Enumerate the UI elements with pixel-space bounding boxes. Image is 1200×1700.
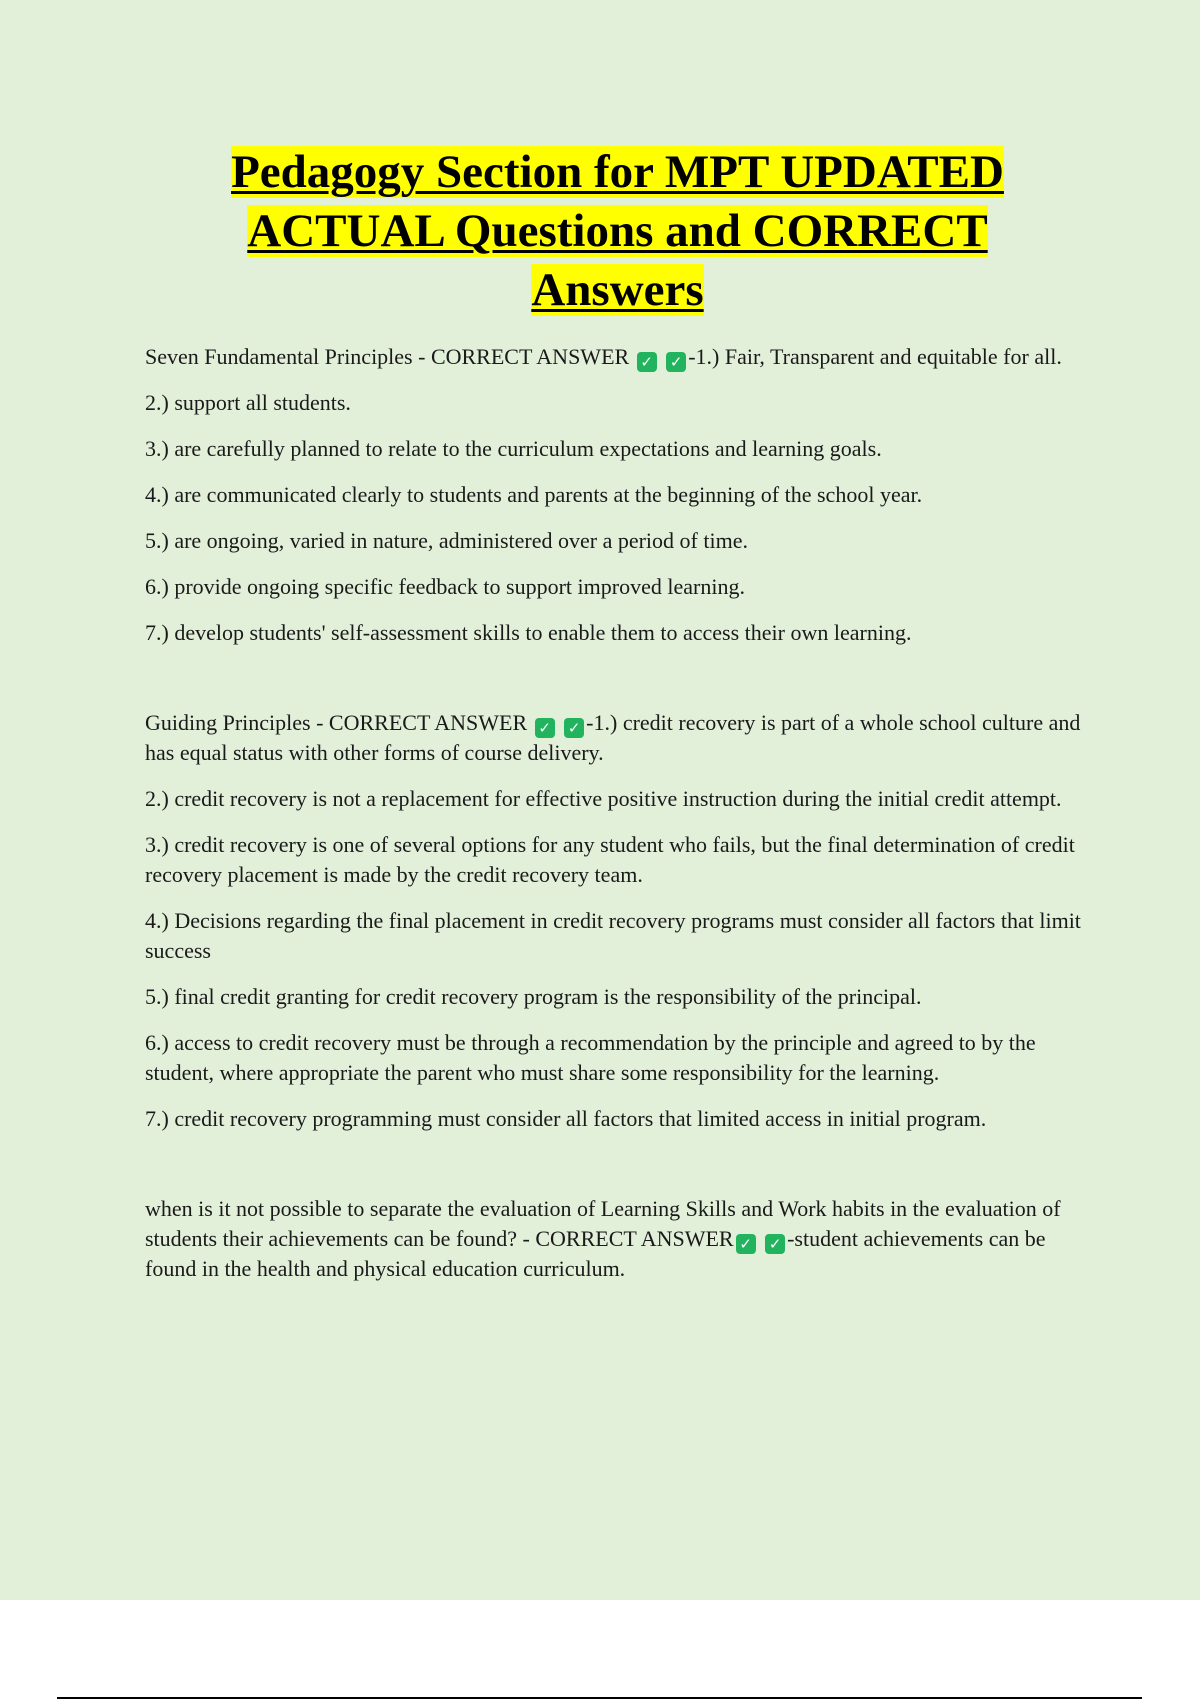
footer-rule — [57, 1697, 1142, 1699]
check-mark-icon: ✓ — [637, 352, 657, 372]
answer-item: 6.) provide ongoing specific feedback to support improved learning. — [145, 574, 745, 599]
answer-item: 5.) final credit granting for credit recovery program is the responsibility of the principal. — [145, 984, 922, 1009]
qa-block-guiding-principles — [145, 708, 1090, 1134]
answer-text: -1.) Fair, Transparent and equitable for all. — [688, 344, 1062, 369]
title-line: Answers — [531, 264, 704, 316]
answer-item: 7.) credit recovery programming must consider all factors that limited access in initial program. — [145, 1106, 987, 1131]
answer-text: -1.) credit recovery is part of a whole school culture and has equal status with other forms of course delivery. — [145, 710, 1081, 765]
answer-item: 6.) access to credit recovery must be through a recommendation by the principle and agreed to by the student, where appropriate the parent who must share some responsibility for the learning. — [145, 1030, 1036, 1085]
question-text: Seven Fundamental Principles - CORRECT ANSWER — [145, 344, 630, 369]
qa-question-line — [145, 342, 1090, 372]
answer-item: 5.) are ongoing, varied in nature, administered over a period of time. — [145, 528, 748, 553]
question-text: Guiding Principles - CORRECT ANSWER — [145, 710, 528, 735]
answer-item: 3.) are carefully planned to relate to the curriculum expectations and learning goals. — [145, 436, 882, 461]
document-content — [145, 0, 1090, 1300]
document-title — [145, 143, 1090, 320]
question-text: when is it not possible to separate the evaluation of Learning Skills and Work habits in the evaluation of students their achievements can be found? - CORRECT ANSWER — [145, 1196, 1061, 1251]
check-mark-icon: ✓ — [736, 1234, 756, 1254]
answer-item: 2.) support all students. — [145, 390, 351, 415]
check-mark-icon: ✓ — [564, 718, 584, 738]
qa-question-line — [145, 708, 1090, 768]
answer-item: 4.) are communicated clearly to students and parents at the beginning of the school year. — [145, 482, 923, 507]
title-line: Pedagogy Section for MPT UPDATED — [231, 146, 1004, 198]
answer-text: -student achievements can be found in the health and physical education curriculum. — [145, 1226, 1046, 1281]
answer-item: 2.) credit recovery is not a replacement for effective positive instruction during the initial credit attempt. — [145, 786, 1062, 811]
qa-block-seven-fundamental-principles — [145, 342, 1090, 648]
answer-item: 7.) develop students' self-assessment skills to enable them to access their own learning. — [145, 620, 912, 645]
title-line: ACTUAL Questions and CORRECT — [247, 205, 988, 257]
check-mark-icon: ✓ — [535, 718, 555, 738]
check-mark-icon: ✓ — [765, 1234, 785, 1254]
qa-block-learning-skills — [145, 1194, 1090, 1284]
answer-item: 3.) credit recovery is one of several options for any student who fails, but the final determination of credit recovery placement is made by the credit recovery team. — [145, 832, 1075, 887]
qa-question-line — [145, 1194, 1090, 1284]
answer-item: 4.) Decisions regarding the final placement in credit recovery programs must consider all factors that limit success — [145, 908, 1081, 963]
check-mark-icon: ✓ — [666, 352, 686, 372]
